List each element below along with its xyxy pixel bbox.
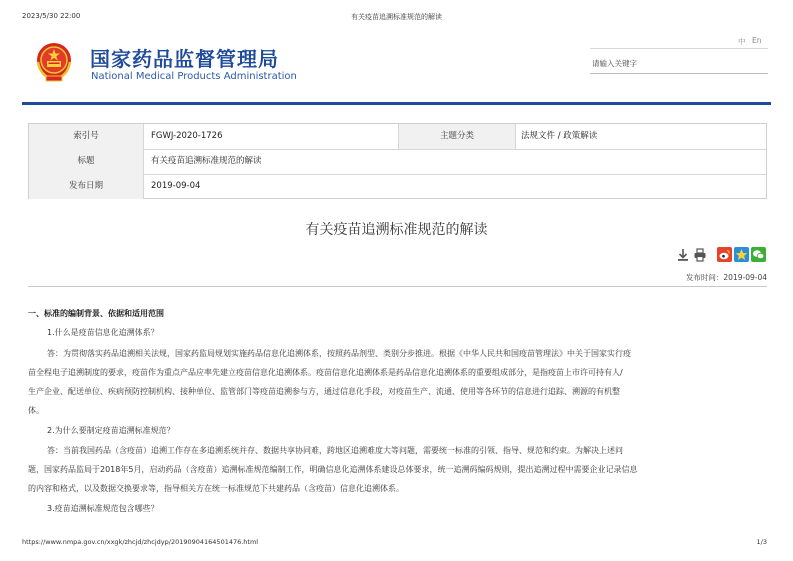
header-divider bbox=[22, 102, 771, 105]
question bbox=[47, 499, 786, 518]
question bbox=[47, 323, 786, 342]
answer-paragraph bbox=[28, 344, 767, 420]
paragraph-line: 3.疫苗追溯标准规范包含哪些？ bbox=[47, 504, 159, 513]
wechat-icon[interactable] bbox=[751, 247, 765, 261]
paragraph-line: 苗全程电子追溯制度的要求，疫苗作为重点产品应率先建立疫苗信息化追溯体系。疫苗信息化追溯体系是药品信息化追溯体系的重要组成部分，是指疫苗上市许可持有人/ bbox=[28, 368, 623, 377]
question bbox=[47, 421, 786, 440]
qzone-icon[interactable] bbox=[734, 247, 748, 261]
search-placeholder: 请输入关键字 bbox=[592, 59, 637, 68]
document-meta-table bbox=[28, 123, 767, 199]
section-heading bbox=[28, 304, 767, 323]
language-chinese-link[interactable]: 中 bbox=[738, 37, 746, 46]
answer-paragraph bbox=[28, 441, 767, 498]
paragraph-line: 2.为什么要制定疫苗追溯标准规范？ bbox=[47, 426, 175, 435]
meta-title-label: 标题 bbox=[29, 149, 144, 174]
weibo-icon[interactable] bbox=[717, 247, 731, 261]
print-page-title: 有关疫苗追溯标准规范的解读 bbox=[351, 13, 442, 21]
meta-row-title bbox=[29, 149, 766, 175]
meta-row-index bbox=[29, 124, 766, 150]
national-emblem-icon bbox=[32, 40, 76, 84]
paragraph-line: 体。 bbox=[28, 406, 44, 415]
paragraph-line: 答：为贯彻落实药品追溯相关法规，国家药监局规划实施药品信息化追溯体系，按照药品剂型、类别分步推进。根据《中华人民共和国疫苗管理法》中关于国家实行疫 bbox=[47, 349, 631, 358]
paragraph-line: 的内容和格式，以及数据交换要求等，指导相关方在统一标准规范下共建药品（含疫苗）信息化追溯体系。 bbox=[28, 484, 404, 493]
site-name-english: National Medical Products Administration bbox=[91, 71, 297, 82]
print-page-number: 1/3 bbox=[756, 538, 767, 546]
meta-date-label: 发布日期 bbox=[29, 174, 144, 199]
language-english-link[interactable]: En bbox=[752, 36, 762, 45]
paragraph-line: 答：当前我国药品（含疫苗）追溯工作存在多追溯系统并存、数据共享协同难，跨地区追溯难度大等问题，需要统一标准的引领、指导、规范和约束。为解决上述问 bbox=[47, 446, 623, 455]
meta-index-label: 索引号 bbox=[29, 124, 144, 149]
site-name-chinese: 国家药品监督管理局 bbox=[90, 47, 279, 71]
article-title: 有关疫苗追溯标准规范的解读 bbox=[305, 222, 488, 238]
paragraph-line: 1.什么是疫苗信息化追溯体系？ bbox=[47, 328, 159, 337]
download-icon[interactable] bbox=[676, 247, 690, 261]
paragraph-line: 题，国家药品监局于2018年5月，启动药品（含疫苗）追溯标准规范编制工作，明确信息化追溯体系建设总体要求，统一追溯码编码规则，提出追溯过程中需要企业记录信息 bbox=[28, 465, 638, 474]
print-date: 2023/5/30 22:00 bbox=[22, 12, 81, 20]
meta-category-value: 法规文件 / 政策解读 bbox=[521, 131, 598, 141]
meta-category-label: 主题分类 bbox=[398, 124, 516, 149]
content-divider bbox=[28, 286, 767, 287]
publish-time: 发布时间：2019-09-04 bbox=[685, 273, 767, 282]
paragraph-line: 生产企业、配送单位、疾病预防控制机构、接种单位、监管部门等疫苗追溯参与方，通过信息化手段，对疫苗生产、流通、使用等各环节的信息进行追踪、溯源的有机整 bbox=[28, 387, 620, 396]
meta-title-value: 有关疫苗追溯标准规范的解读 bbox=[151, 156, 262, 166]
meta-index-value: FGWJ-2020-1726 bbox=[151, 131, 223, 141]
paragraph-line: 一、标准的编制背景、依据和适用范围 bbox=[28, 309, 164, 318]
print-url: https://www.nmpa.gov.cn/xxgk/zhcjd/zhcjdyp/20190904164501476.html bbox=[22, 538, 259, 546]
meta-date-value: 2019-09-04 bbox=[151, 181, 201, 191]
meta-row-date bbox=[29, 174, 766, 199]
print-icon[interactable] bbox=[693, 247, 707, 261]
